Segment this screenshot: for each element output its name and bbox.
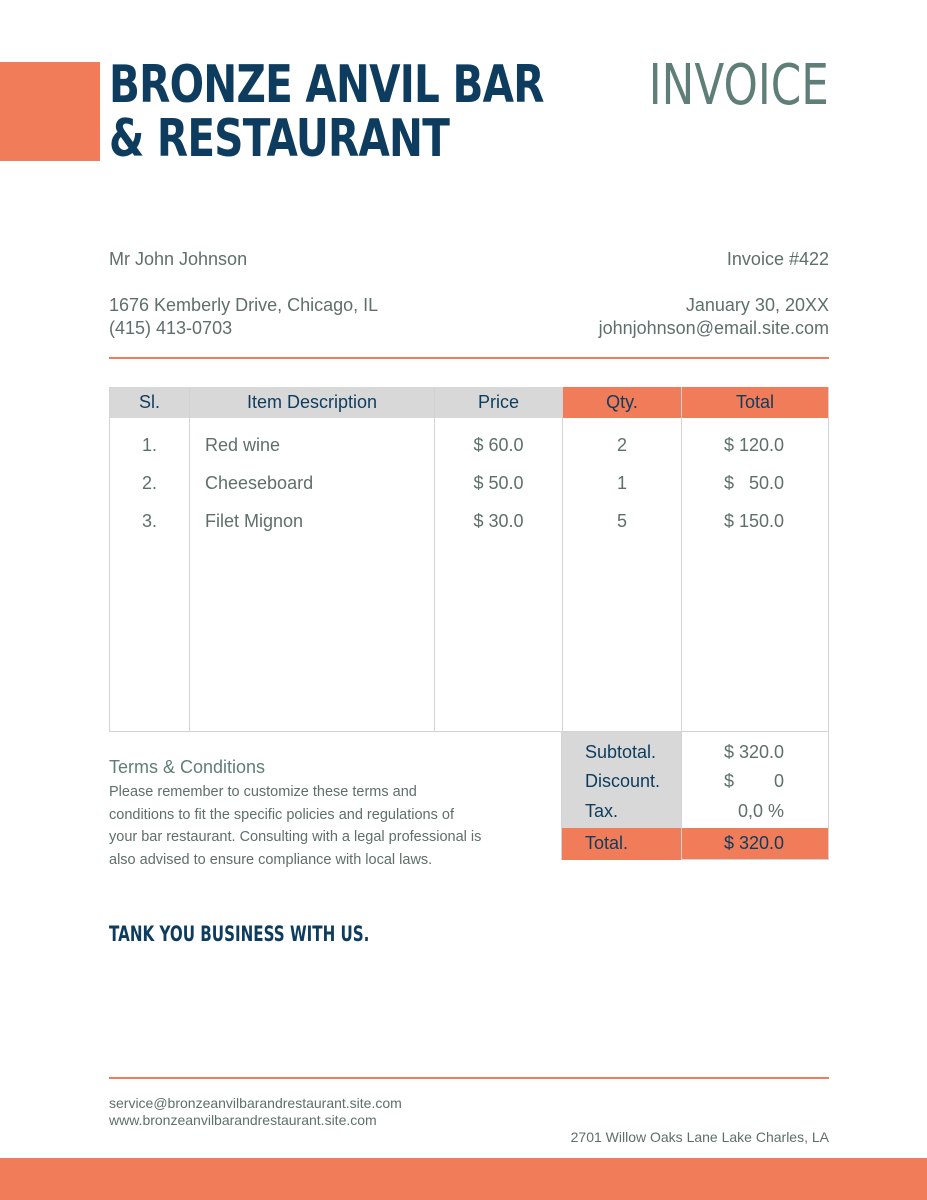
cell-description: Cheeseboard bbox=[205, 473, 314, 493]
footer-website: www.bronzeanvilbarandrestaurant.site.com bbox=[109, 1112, 377, 1128]
cell-price: $ 30.0 bbox=[473, 511, 524, 531]
terms-line: also advised to ensure compliance with local laws. bbox=[109, 851, 433, 868]
cell-total: $ 120.0 bbox=[724, 435, 785, 455]
client-phone: (415) 413-0703 bbox=[109, 318, 233, 338]
cell-sl: 2. bbox=[141, 473, 157, 493]
terms-line: conditions to fit the specific policies and regulations of bbox=[109, 806, 454, 823]
cell-qty: 1 bbox=[616, 473, 627, 493]
header-description: Item Description bbox=[190, 387, 434, 418]
subtotal-label: Subtotal. bbox=[561, 732, 681, 766]
footer-address: 2701 Willow Oaks Lane Lake Charles, LA bbox=[570, 1129, 829, 1145]
bottom-accent-bar bbox=[0, 1158, 927, 1200]
cell-sl: 1. bbox=[141, 435, 157, 455]
header-qty: Qty. bbox=[563, 387, 681, 418]
business-name-line2: & RESTAURANT bbox=[109, 109, 450, 169]
footer-contact bbox=[109, 1095, 402, 1129]
terms-line: your bar restaurant. Consulting with a legal professional is bbox=[109, 829, 482, 845]
column-total bbox=[681, 387, 829, 732]
cell-sl: 3. bbox=[141, 511, 157, 531]
totals-box bbox=[561, 732, 829, 860]
terms-title: Terms & Conditions bbox=[109, 757, 266, 777]
header-price: Price bbox=[435, 387, 562, 418]
client-name: Mr John Johnson bbox=[109, 249, 248, 269]
column-qty bbox=[562, 387, 681, 732]
items-table bbox=[109, 387, 829, 732]
terms-body bbox=[109, 781, 529, 871]
client-address: 1676 Kemberly Drive, Chicago, IL bbox=[109, 295, 379, 315]
column-sl bbox=[109, 387, 189, 732]
invoice-number: Invoice #422 bbox=[726, 249, 829, 269]
header-sl: Sl. bbox=[110, 387, 189, 418]
discount-row bbox=[561, 766, 829, 796]
cell-description: Red wine bbox=[205, 435, 281, 455]
accent-block bbox=[0, 62, 100, 161]
invoice-title: INVOICE bbox=[648, 53, 829, 118]
business-name bbox=[109, 55, 544, 169]
tax-value: 0,0 % bbox=[681, 796, 829, 828]
column-description bbox=[189, 387, 434, 732]
column-price bbox=[434, 387, 562, 732]
subtotal-value: $ 320.0 bbox=[681, 732, 829, 766]
discount-label: Discount. bbox=[561, 766, 681, 796]
divider-top bbox=[109, 357, 829, 359]
cell-description: Filet Mignon bbox=[205, 511, 304, 531]
client-contact bbox=[109, 294, 378, 340]
discount-value: $ 0 bbox=[681, 766, 829, 796]
cell-total: $ 50.0 bbox=[724, 473, 785, 493]
total-row bbox=[561, 828, 829, 860]
cell-price: $ 60.0 bbox=[473, 435, 524, 455]
terms-line: Please remember to customize these terms and bbox=[109, 784, 417, 800]
divider-footer bbox=[109, 1077, 829, 1079]
cell-qty: 5 bbox=[616, 511, 627, 531]
subtotal-row bbox=[561, 732, 829, 766]
client-email: johnjohnson@email.site.com bbox=[598, 318, 829, 338]
tax-label: Tax. bbox=[561, 796, 681, 828]
business-name-line1: BRONZE ANVIL BAR bbox=[109, 55, 544, 115]
cell-total: $ 150.0 bbox=[724, 511, 785, 531]
cell-qty: 2 bbox=[616, 435, 627, 455]
thank-you-note: TANK YOU BUSINESS WITH US. bbox=[109, 922, 370, 946]
total-value: $ 320.0 bbox=[681, 828, 829, 860]
tax-row bbox=[561, 796, 829, 828]
invoice-date: January 30, 20XX bbox=[685, 295, 829, 315]
footer-email: service@bronzeanvilbarandrestaurant.site.com bbox=[109, 1095, 402, 1111]
invoice-meta bbox=[599, 294, 829, 340]
header-total: Total bbox=[682, 387, 828, 418]
cell-price: $ 50.0 bbox=[473, 473, 524, 493]
total-label: Total. bbox=[561, 828, 681, 860]
